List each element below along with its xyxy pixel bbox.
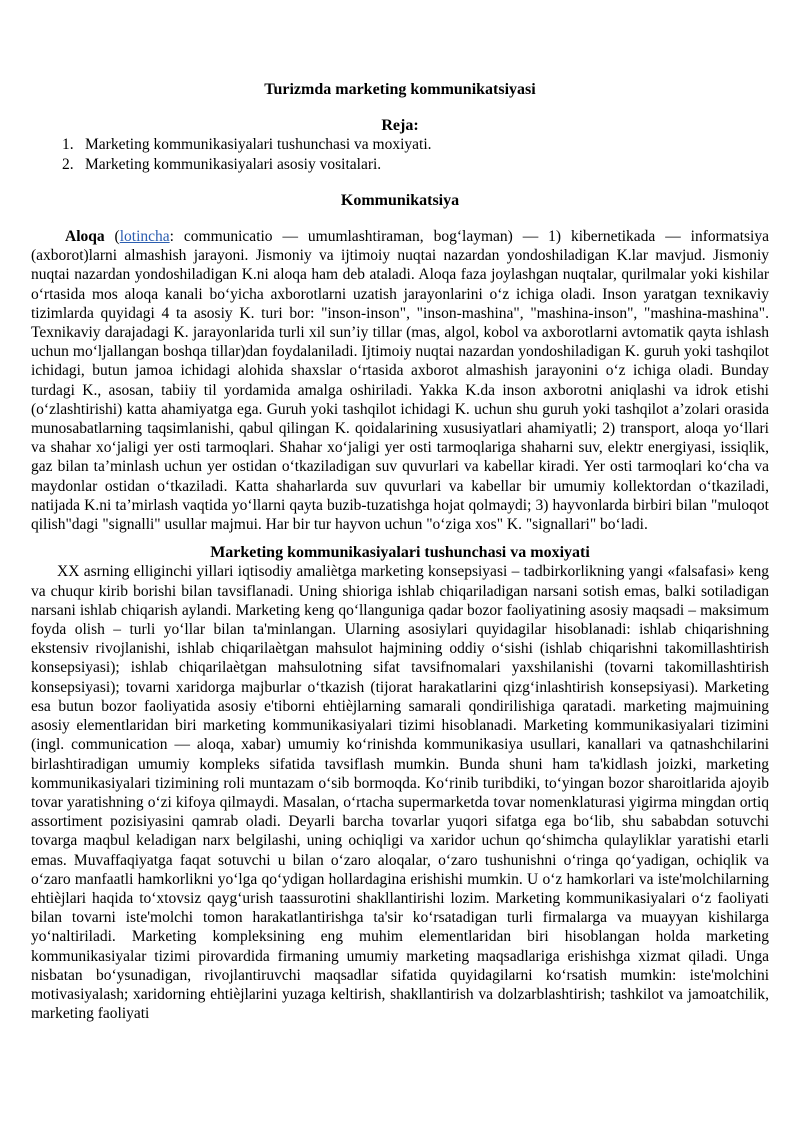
plan-item [62, 155, 769, 174]
plan-list [31, 135, 769, 173]
plan-item [62, 135, 769, 154]
section-heading-kommunikatsiya: Kommunikatsiya [340, 191, 460, 209]
marketing-paragraph: XX asrning elliginchi yillari iqtisodiy amaliètga marketing konsepsiyasi – tadbirkorlikning yangi «falsafasi» keng va chuqur kirib borishi bilan tavsiflanadi. Uning shioriga ishlab chiqariladigan narsani sotish emas, balki sotiladigan narsani ishlab chiqarish aylandi. Marketing keng qoʻllanguniga qadar bozor faoliyatining asosiy maqsadi – maksimum foyda olish – turli yoʻllar bilan ta'minlangan. Ularning asosiylari quyidagilar hisoblanadi: ishlab chiqarishning ekstensiv rivojlanishi, ishlab chiqarilaètgan mahsulot hajmining oddiy oʻsishi (ishlab chiqarishni takomillashtirish konsepsiyasi); ishlab chiqarilaètgan mahsulotning sifat tavsifnomalari yaxshilanishi (tovarni takomillashtirish konsepsiyasi); tovarni xaridorga majburlar oʻtkazish (tijorat harakatlarini qizgʻinlashtirish konsepsiyasi). Marketing esa butun bozor faoliyatida asosiy e'tiborni ehtièjlarning samarali qondirilishiga qaratadi. marketing majmuining asosiy elementlaridan biri marketing kommunikasiyalari tizimi hisoblanadi. Marketing kommunikasiyalari tizimini (ingl. communication — aloqa, xabar) umumiy koʻrinishda kommunikasiya usullari, kanallari va qatnashchilarini birlashtiradigan umumiy kompleks sifatida tavsiflash mumkin. Bunda shuni ham ta'kidlash joizki, marketing kommunikasiyalari tizimining roli muntazam oʻsib bormoqda. Koʻrinib turibdiki, toʻyingan bozor sharoitlarida ajoyib tovar yaratishning oʻzi kifoya qilmaydi. Masalan, oʻrtacha supermarketda tovar nomenklaturasi yigirma mingdan ortiq assortiment pozisiyasini qamrab oladi. Deyarli barcha tovarlar yuqori sifatga ega boʻlib, shu sababdan sotuvchi tovarga maqbul keladigan narx belgilashi, uning ochiqligi va xaridor uchun qoʻshimcha qulayliklar yaratishi etarli emas. Muvaffaqiyatga faqat sotuvchi u bilan oʻzaro aloqalar, oʻzaro tushunishni oʻringa qoʻyadigan, ochiqlik va oʻzaro manfaatli hamkorlikni yoʻlga qoʻydigan hollardagina erishishi mumkin. U oʻz hamkorlari va iste'molchilarning ehtièjlari haqida toʻxtovsiz qaygʻurish taassurotini shakllantirishi lozim. Marketing kommunikasiyalari oʻz faoliyati bilan tovarni iste'molchi tomon harakatlantirishga ta'sir koʻrsatadigan turli firmalarga va muayyan kishilarga yoʻnaltiriladi. Marketing kompleksining eng muhim elementlaridan biri hisoblangan holda marketing kommunikasiyalar tizimi pirovardida firmaning umumiy marketing maqsadlariga erishishga xizmat qiladi. Unga nisbatan boʻysunadigan, rivojlantiruvchi maqsadlar sifatida quyidagilarni koʻrsatish mumkin: iste'molchini motivasiyalash; xaridorning ehtièjlarini yuzaga keltirish, shakllantirish va dolzarblashtirish; tashkilot va jamoatchilik, marketing faoliyati [31, 563, 769, 1023]
plan-heading: Reja: [381, 117, 419, 135]
communication-paragraph [31, 227, 769, 534]
plan-item-number: 2. [62, 155, 74, 173]
plan-item-text: Marketing kommunikasiyalari tushunchasi va moxiyati. [85, 136, 432, 154]
communication-paragraph-body: : communicatio — umumlashtiraman, bogʻlayman) — 1) kibernetikada — informatsiya (axborot)larni almashish jarayoni. Jismoniy va ijtimoiy nuqtai nazardan yondoshiladigan K.lar mavjud. Jismoniy nuqtai nazardan yondoshiladigan K.ni aloqa ham deb ataladi. Aloqa faza joylashgan nuqtalar, qurilmalar yoki kishilar oʻrtasida mos aloqa kanali boʻyicha axborotlarni uzatish jarayonlarini oʻz ichiga oladi. Inson yaratgan texnikaviy tizimlarda quyidagi 4 ta asosiy K. turi bor: "inson-inson", "inson-mashina", "mashina-inson", "mashina-mashina". Texnikaviy darajadagi K. jarayonlarida turli xil sun’iy tillar (mas, algol, kobol va axborotlarni avtomatik qayta ishlash uchun moʻljallangan boshqa tillar)dan foydalaniladi. Ijtimoiy nuqtai nazardan yondoshiladigan K. guruh yoki tashqilot ichidagi, butun jamoa ichidagi alohida shaxslar oʻrtasida axborot almashish jarayonini oʻz ichiga oladi. Bunday turdagi K., asosan, tabiiy til yordamida amalga oshiriladi. Yakka K.da inson axborotni aniqlashi va idrok etishi (oʻzlashtirishi) katta ahamiyatga ega. Guruh yoki tashqilot ichidagi K. uchun shu guruh yoki tashqilot a’zolari orasida munosabatlarning taqsimlanishi, qabul qilingan K. qoidalarining xususiyatlari ahamiyatli; 2) transport, aloqa yoʻllari va shahar xoʻjaligi yer osti tarmoqlari. Shahar xoʻjaligi yer osti tarmoqlariga shaharni suv, elektr energiyasi, issiqlik, gaz bilan ta’minlash uchun yer ostidan oʻtkaziladigan suv quvurlari va kabellar kiradi. Yer osti tarmoqlari koʻcha va maydonlar ostidan oʻtkaziladi. Katta shaharlarda suv quvurlari va kabellar bir umumiy kollektordan oʻtkaziladi, natijada K.ni ta’mirlash vaqtida yoʻllarni qayta buzib-tuzatishga hojat qolmaydi; 3) hayvonlarda birbiri bilan "muloqot qilish"dagi "signalli" usullar majmui. Har bir tur hayvon uchun "oʻziga xos" K. "signallari" boʻladi. [31, 228, 769, 534]
paragraph-lead-bold: Aloqa [65, 228, 105, 246]
section-heading-marketing: Marketing kommunikasiyalari tushunchasi va moxiyati [210, 544, 590, 562]
lotincha-link[interactable]: lotincha [119, 228, 170, 246]
paragraph-pre-link-text: ( [104, 228, 120, 246]
document-title: Turizmda marketing kommunikatsiyasi [264, 81, 536, 98]
plan-item-text: Marketing kommunikasiyalari asosiy vositalari. [85, 155, 382, 173]
plan-item-number: 1. [62, 136, 74, 154]
